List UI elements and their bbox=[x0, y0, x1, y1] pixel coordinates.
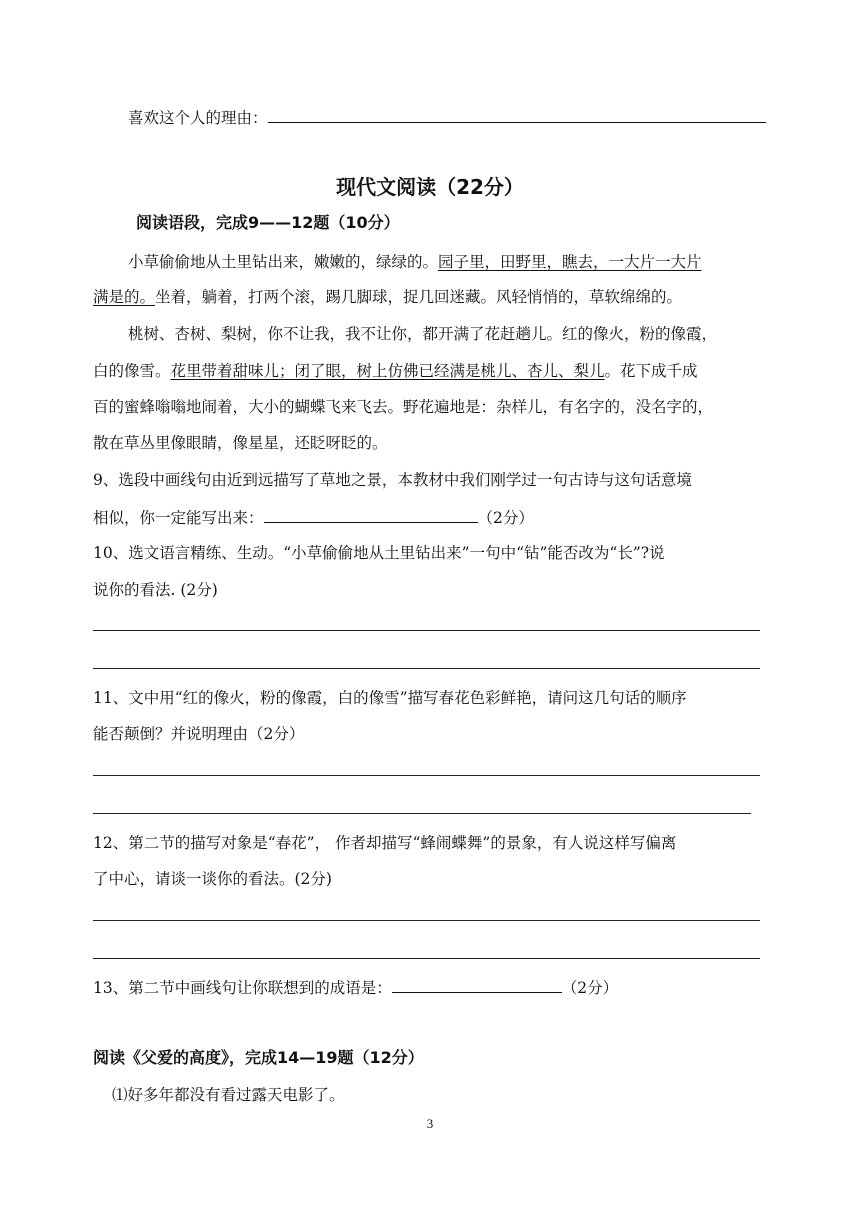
q13-score: （2分） bbox=[561, 979, 619, 997]
passage-p2-line2 bbox=[93, 361, 698, 381]
q11-answer-line-2[interactable] bbox=[93, 813, 751, 814]
passage-text: 坐着，躺着，打两个滚，踢几脚球，捉几回迷藏。风轻悄悄的，草软绵绵的。 bbox=[155, 288, 683, 306]
passage-p2-line4: 散在草丛里像眼睛，像星星，还眨呀眨的。 bbox=[93, 434, 388, 452]
q9-text: 相似，你一定能写出来： bbox=[93, 509, 264, 527]
q10-answer-line-1[interactable] bbox=[93, 630, 760, 631]
underlined-sentence: 花里带着甜味儿；闭了眼，树上仿佛已经满是桃儿、杏儿、梨儿 bbox=[170, 362, 605, 380]
q9-line2 bbox=[93, 507, 534, 528]
q11-line2: 能否颠倒？并说明理由（2分） bbox=[93, 725, 305, 743]
q9-line1: 9、选段中画线句由近到远描写了草地之景，本教材中我们刚学过一句古诗与这句话意境 bbox=[93, 471, 692, 489]
passage-text: 白的像雪。 bbox=[93, 362, 171, 380]
passage-text: 。花下成千成 bbox=[604, 362, 698, 380]
q9-answer-blank[interactable] bbox=[264, 507, 478, 523]
reason-answer-blank[interactable] bbox=[268, 107, 766, 123]
q13-answer-blank[interactable] bbox=[392, 977, 562, 993]
passage-p2-line1: 桃树、杏树、梨树，你不让我，我不让你，都开满了花赶趟儿。红的像火，粉的像霞， bbox=[128, 325, 718, 343]
passage-text: 小草偷偷地从土里钻出来，嫩嫩的，绿绿的。 bbox=[128, 253, 439, 271]
q13-line bbox=[93, 977, 618, 998]
reading1-heading: 阅读语段，完成9——12题（10分） bbox=[136, 213, 400, 232]
passage-p1-line1 bbox=[128, 252, 702, 272]
q12-line1: 12、第二节的描写对象是“春花”， 作者却描写“蜂闹蝶舞”的景象，有人说这样写偏离 bbox=[93, 834, 677, 852]
q11-answer-line-1[interactable] bbox=[93, 775, 760, 776]
reading2-p1: ⑴好多年都没有看过露天电影了。 bbox=[112, 1086, 345, 1104]
q10-line1: 10、选文语言精练、生动。“小草偷偷地从土里钻出来”一句中“钻”能否改为“长”?说 bbox=[93, 544, 665, 562]
passage-p1-line2 bbox=[93, 287, 682, 307]
underlined-sentence: 园子里，田野里，瞧去，一大片一大片 bbox=[438, 253, 702, 271]
q12-line2: 了中心，请谈一谈你的看法。(2分) bbox=[93, 870, 332, 888]
reason-label: 喜欢这个人的理由： bbox=[128, 109, 268, 127]
underlined-sentence: 满是的。 bbox=[93, 288, 156, 306]
q12-answer-line-2[interactable] bbox=[93, 958, 760, 959]
passage-p2-line3: 百的蜜蜂嗡嗡地闹着，大小的蝴蝶飞来飞去。野花遍地是：杂样儿，有名字的，没名字的， bbox=[93, 398, 714, 416]
reason-line bbox=[128, 107, 766, 128]
reading2-heading: 阅读《父爱的高度》，完成14—19题（12分） bbox=[93, 1048, 424, 1067]
page-number: 3 bbox=[426, 1116, 434, 1131]
q9-score: （2分） bbox=[477, 509, 534, 527]
q13-text: 13、第二节中画线句让你联想到的成语是： bbox=[93, 979, 392, 997]
q10-answer-line-2[interactable] bbox=[93, 668, 760, 669]
q10-line2: 说你的看法. (2分) bbox=[93, 581, 218, 599]
section-title: 现代文阅读（22分） bbox=[336, 175, 524, 199]
q11-line1: 11、文中用“红的像火，粉的像霞，白的像雪”描写春花色彩鲜艳，请问这几句话的顺序 bbox=[93, 689, 687, 707]
q12-answer-line-1[interactable] bbox=[93, 920, 760, 921]
